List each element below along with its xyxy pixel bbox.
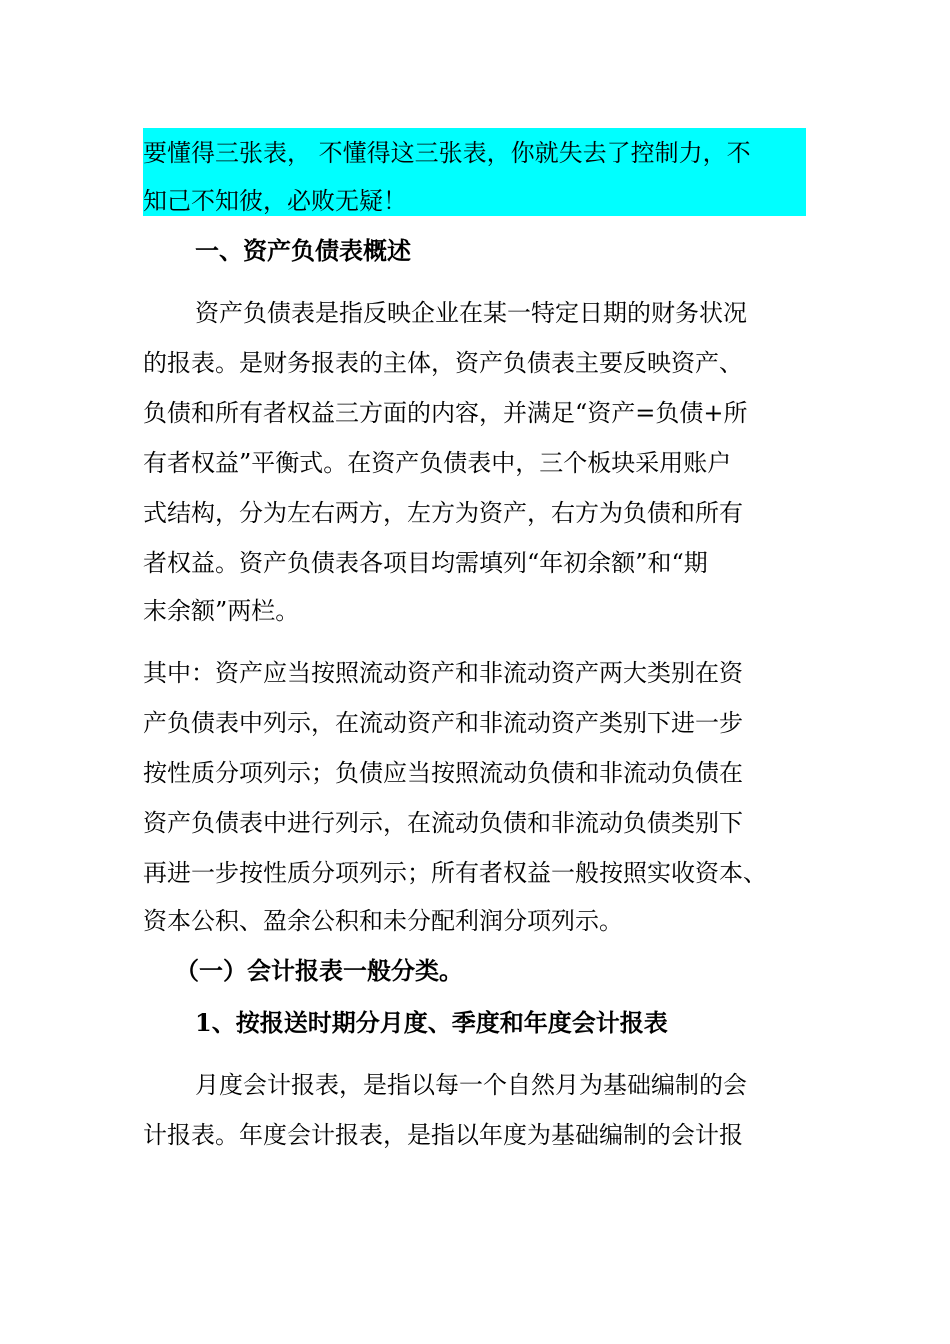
subheading-report-classification: （一）会计报表一般分类。 bbox=[175, 956, 463, 985]
paragraph-1-line-5: 式结构，分为左右两方，左方为资产，右方为负债和所有 bbox=[143, 499, 743, 527]
subheading-by-reporting-period: 1、按报送时期分月度、季度和年度会计报表 bbox=[195, 1008, 668, 1037]
paragraph-2-line-2: 产负债表中列示，在流动资产和非流动资产类别下进一步 bbox=[143, 709, 743, 737]
section-heading-balance-sheet: 一、资产负债表概述 bbox=[195, 236, 411, 265]
paragraph-1-line-6: 者权益。资产负债表各项目均需填列“年初余额”和“期 bbox=[143, 549, 708, 577]
paragraph-3-line-1: 月度会计报表，是指以每一个自然月为基础编制的会 bbox=[195, 1071, 747, 1099]
paragraph-1-line-1: 资产负债表是指反映企业在某一特定日期的财务状况 bbox=[195, 299, 747, 327]
paragraph-1-line-2: 的报表。是财务报表的主体，资产负债表主要反映资产、 bbox=[143, 349, 743, 377]
paragraph-1-line-4: 有者权益”平衡式。在资产负债表中，三个板块采用账户 bbox=[143, 449, 732, 477]
paragraph-1-line-3: 负债和所有者权益三方面的内容，并满足“资产=负债+所 bbox=[143, 399, 748, 427]
paragraph-2-line-1: 其中：资产应当按照流动资产和非流动资产两大类别在资 bbox=[143, 659, 743, 687]
paragraph-2-line-3: 按性质分项列示；负债应当按照流动负债和非流动负债在 bbox=[143, 759, 743, 787]
intro-line-1: 要懂得三张表， 不懂得这三张表，你就失去了控制力，不 bbox=[143, 139, 751, 167]
paragraph-2-line-5: 再进一步按性质分项列示；所有者权益一般按照实收资本、 bbox=[143, 859, 767, 887]
paragraph-2-line-4: 资产负债表中进行列示，在流动负债和非流动负债类别下 bbox=[143, 809, 743, 837]
paragraph-2-line-6: 资本公积、盈余公积和未分配利润分项列示。 bbox=[143, 907, 623, 935]
paragraph-1-line-7: 末余额”两栏。 bbox=[143, 597, 300, 625]
intro-line-2: 知己不知彼，必败无疑！ bbox=[143, 187, 407, 215]
paragraph-3-line-2: 计报表。年度会计报表，是指以年度为基础编制的会计报 bbox=[143, 1121, 743, 1149]
